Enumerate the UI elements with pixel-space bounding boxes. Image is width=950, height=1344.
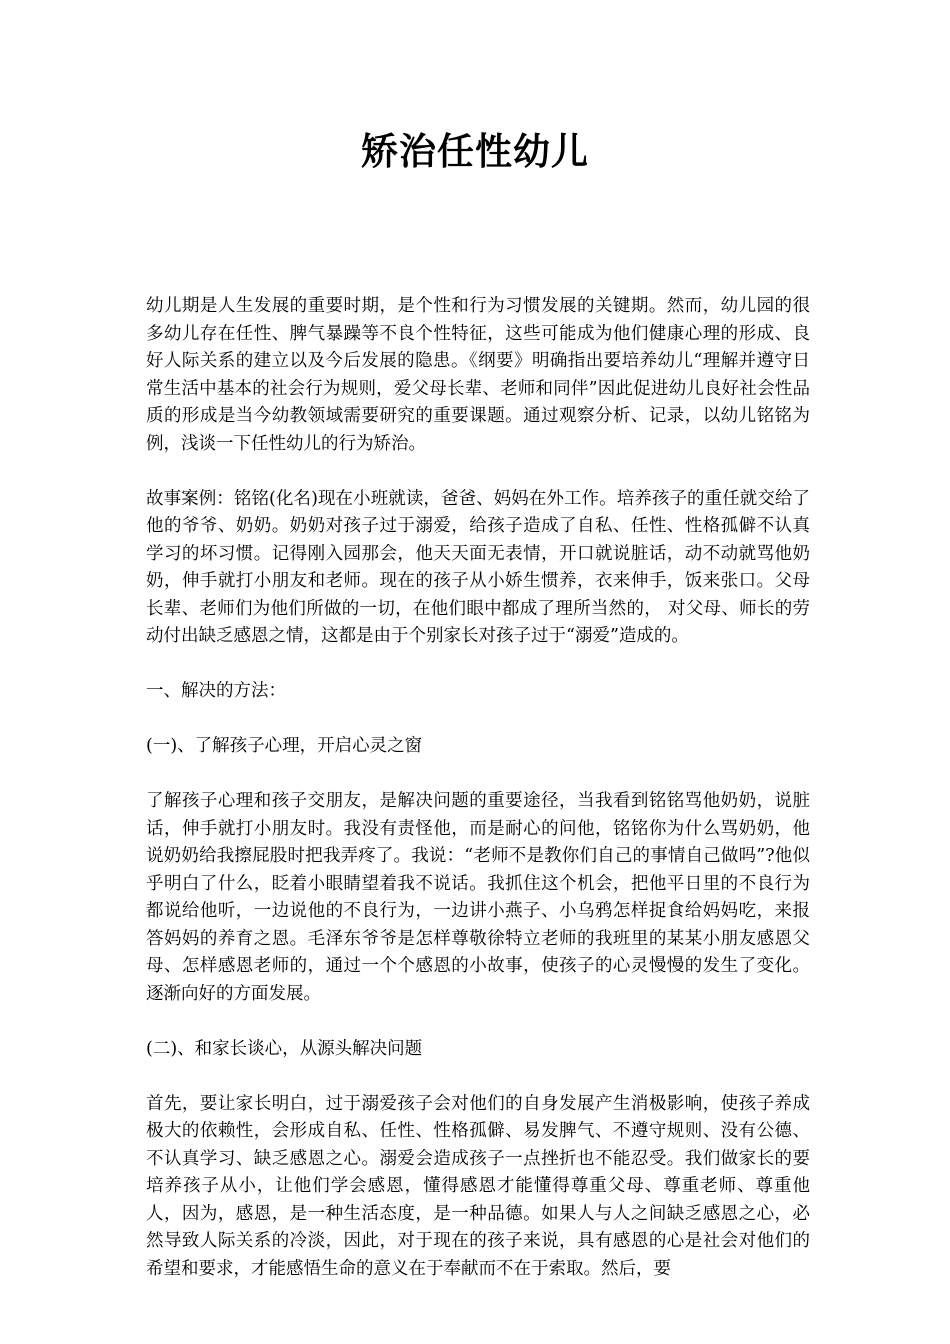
document-title: 矫治任性幼儿: [361, 129, 589, 173]
document-body: [146, 293, 810, 1283]
section-heading-methods: 一、解决的方法：: [146, 681, 286, 701]
subsection-2-paragraph: 首先，要让家长明白，过于溺爱孩子会对他们的自身发展产生消极影响，使孩子养成极大的依赖性，会形成自私、任性、性格孤僻、易发脾气、不遵守规则、没有公德、不认真学习、缺乏感恩之心。溺爱会造成孩子一点挫折也不能忍受。我们做家长的要培养孩子从小，让他们学会感恩，懂得感恩才能懂得尊重父母、尊重老师、尊重他人，因为，感恩，是一种生活态度，是一种品德。如果人与人之间缺乏感恩之心，必然导致人际关系的冷淡，因此，对于现在的孩子来说，具有感恩的心是社会对他们的希望和要求，才能感悟生命的意义在于奉献而不在于索取。然后，要: [146, 1093, 810, 1279]
intro-paragraph: 幼儿期是人生发展的重要时期，是个性和行为习惯发展的关键期。然而，幼儿园的很多幼儿存在任性、脾气暴躁等不良个性特征，这些可能成为他们健康心理的形成、良好人际关系的建立以及今后发展的隐患。《纲要》明确指出要培养幼儿“理解并遵守日常生活中基本的社会行为规则，爱父母长辈、老师和同伴”因此促进幼儿良好社会性品质的形成是当今幼教领域需要研究的重要课题。通过观察分析、记录，以幼儿铭铭为例，浅谈一下任性幼儿的行为矫治。: [146, 296, 810, 454]
case-story-paragraph: 故事案例：铭铭(化名)现在小班就读，爸爸、妈妈在外工作。培养孩子的重任就交给了他的爷爷、奶奶。奶奶对孩子过于溺爱，给孩子造成了自私、任性、性格孤僻不认真学习的坏习惯。记得刚入园那会，他天天面无表情，开口就说脏话，动不动就骂他奶奶，伸手就打小朋友和老师。现在的孩子从小娇生惯养，衣来伸手，饭来张口。父母长辈、老师们为他们所做的一切，在他们眼中都成了理所当然的， 对父母、师长的劳动付出缺乏感恩之情，这都是由于个别家长对孩子过于“溺爱”造成的。: [146, 488, 810, 646]
subsection-1-paragraph: 了解孩子心理和孩子交朋友，是解决问题的重要途径，当我看到铭铭骂他奶奶，说脏话，伸手就打小朋友时。我没有责怪他，而是耐心的问他，铭铭你为什么骂奶奶，他说奶奶给我擦屁股时把我弄疼了。我说：“老师不是教你们自己的事情自己做吗”?他似乎明白了什么，眨着小眼睛望着我不说话。我抓住这个机会，把他平日里的不良行为都说给他听，一边说他的不良行为，一边讲小燕子、小乌鸦怎样捉食给妈妈吃，来报答妈妈的养育之恩。毛泽东爷爷是怎样尊敬徐特立老师的我班里的某某小朋友感恩父母、怎样感恩老师的，通过一个个感恩的小故事，使孩子的心灵慢慢的发生了变化。逐渐向好的方面发展。: [146, 791, 810, 1004]
subsection-heading-1: (一)、了解孩子心理，开启心灵之窗: [146, 736, 423, 756]
subsection-heading-2: (二)、和家长谈心，从源头解决问题: [146, 1038, 423, 1059]
